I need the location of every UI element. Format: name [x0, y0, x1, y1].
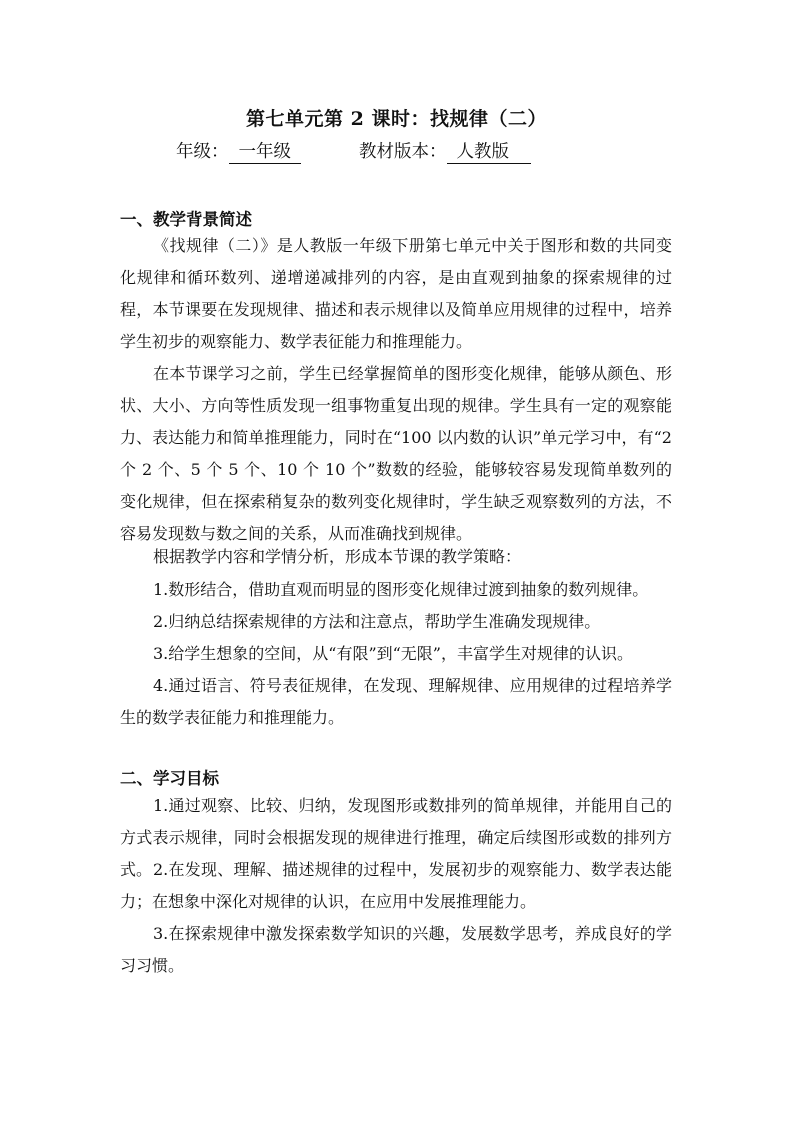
edition-value: 人教版 — [447, 142, 531, 164]
strategy-item-1: 1.数形结合，借助直观而明显的图形变化规律过渡到抽象的数列规律。 — [153, 580, 649, 599]
paragraph-strategy-intro: 根据教学内容和学情分析，形成本节课的教学策略： — [153, 547, 522, 566]
edition-label: 教材版本： — [359, 142, 447, 162]
grade-label: 年级： — [176, 142, 229, 162]
section-heading-objectives: 二、学习目标 — [120, 769, 219, 788]
section-heading-background: 一、教学背景简述 — [120, 210, 252, 229]
page-title: 第七单元第 2 课时：找规律（二） — [246, 108, 547, 130]
strategy-item-4: 4.通过语言、符号表征规律，在发现、理解规律、应用规律的过程培养学生的数学表征能力和推理能力。 — [120, 676, 672, 727]
objective-item-1: 1.通过观察、比较、归纳，发现图形或数排列的简单规律，并能用自己的方式表示规律，同时会根据发现的规律进行推理，确定后续图形或数的排列方式。 — [120, 796, 672, 879]
strategy-item-2: 2.归纳总结探索规律的方法和注意点，帮助学生准确发现规律。 — [153, 612, 601, 631]
grade-value: 一年级 — [229, 142, 302, 164]
objective-item-3: 3.在探索规律中激发探索数学知识的兴趣，发展数学思考，养成良好的学习习惯。 — [120, 924, 672, 975]
strategy-item-3: 3.给学生想象的空间，从“有限”到“无限”，丰富学生对规律的认识。 — [153, 644, 633, 663]
paragraph-background-2: 在本节课学习之前，学生已经掌握简单的图形变化规律，能够从颜色、形状、大小、方向等性质发现一组事物重复出现的规律。学生具有一定的观察能力、表达能力和简单推理能力，同时在“100 以内数的认识”单元学习中，有“2 个 2 个、5 个 5 个、10 个 10 个”数数的经验，能够较容易发现简单数列的变化规律，但在探索稍复杂的数列变化规律时，学生缺乏观察数列的方法，不容易发现数与数之间的关系，从而准确找到规律。 — [120, 364, 672, 543]
lesson-meta — [176, 138, 531, 164]
paragraph-background-1: 《找规律（二）》是人教版一年级下册第七单元中关于图形和数的共同变化规律和循环数列、递增递减排列的内容，是由直观到抽象的探索规律的过程，本节课要在发现规律、描述和表示规律以及简单应用规律的过程中，培养学生初步的观察能力、数学表征能力和推理能力。 — [120, 236, 672, 351]
objective-item-2: 2.在发现、理解、描述规律的过程中，发展初步的观察能力、数学表达能力；在想象中深化对规律的认识，在应用中发展推理能力。 — [120, 860, 672, 911]
